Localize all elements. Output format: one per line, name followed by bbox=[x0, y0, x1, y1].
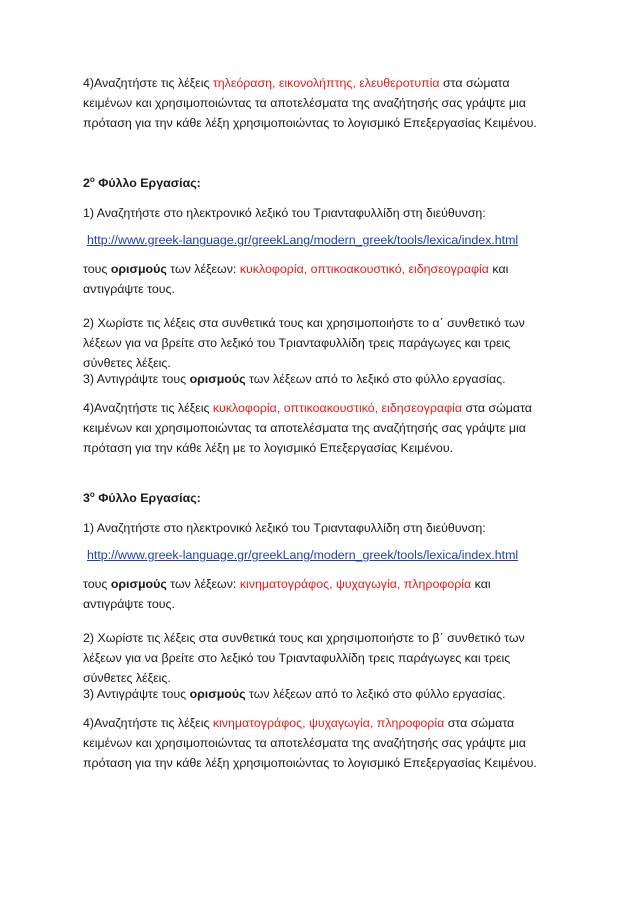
s2-p3-bold: ορισμούς bbox=[189, 372, 246, 386]
s2-p4-suffix: στα σώματα κειμένων και χρησιμοποιώντας τα αποτελέσματα της αναζήτησής σας γράψτε μια πρόταση για την κάθε λέξη με το λογισμικό Επεξεργασίας Κειμένου. bbox=[83, 401, 532, 455]
s3-paragraph-4 bbox=[83, 713, 553, 773]
s2-heading-text: Φύλλο Εργασίας: bbox=[94, 176, 201, 190]
s3-paragraph-3 bbox=[83, 684, 553, 704]
s3-lexicon-link[interactable]: http://www.greek-language.gr/greekLang/modern_greek/tools/lexica/index.html bbox=[87, 548, 519, 562]
s2-defs-suffix: και αντιγράψτε τους. bbox=[83, 262, 509, 296]
s2-lexicon-link[interactable]: http://www.greek-language.gr/greekLang/modern_greek/tools/lexica/index.html bbox=[87, 233, 519, 247]
s1-p4-suffix: στα σώματα κειμένων και χρησιμοποιώντας τα αποτελέσματα της αναζήτησής σας γράψτε μια πρόταση για την κάθε λέξη χρησιμοποιώντας το λογισμικό Επεξεργασίας Κειμένου. bbox=[83, 76, 537, 130]
s3-defs-prefix: τους bbox=[83, 577, 111, 591]
s3-definitions-paragraph bbox=[83, 574, 553, 614]
s2-p3-suffix: των λέξεων από το λεξικό στο φύλλο εργασίας. bbox=[245, 372, 506, 386]
s2-p4-highlighted-words: κυκλοφορία, οπτικοακουστικό, ειδησεογραφία bbox=[212, 401, 463, 415]
s3-p4-highlighted-words: κινηματογράφος, ψυχαγωγία, πληροφορία bbox=[212, 716, 445, 730]
s2-p4-prefix: 4)Αναζητήστε τις λέξεις bbox=[83, 401, 213, 415]
s1-paragraph-4 bbox=[83, 73, 553, 133]
s3-paragraph-2: 2) Χωρίστε τις λέξεις στα συνθετικά τους και χρησιμοποιήστε το β΄ συνθετικό των λέξεων για να βρείτε στο λεξικό του Τριανταφυλλίδη τρεις παράγωγες και τρεις σύνθετες λέξεις. bbox=[83, 631, 525, 685]
s3-heading-num: 3 bbox=[83, 491, 90, 505]
s3-p4-suffix: στα σώματα κειμένων και χρησιμοποιώντας τα αποτελέσματα της αναζήτησής σας γράψτε μια πρόταση για την κάθε λέξη χρησιμοποιώντας το λογισμικό Επεξεργασίας Κειμένου. bbox=[83, 716, 537, 770]
s2-defs-prefix: τους bbox=[83, 262, 111, 276]
s3-link-line bbox=[87, 545, 557, 565]
s1-p4-highlighted-words: τηλεόραση, εικονολήπτης, ελευθεροτυπία bbox=[212, 76, 440, 90]
s3-p3-suffix: των λέξεων από το λεξικό στο φύλλο εργασίας. bbox=[245, 687, 506, 701]
s3-defs-highlighted-words: κινηματογράφος, ψυχαγωγία, πληροφορία bbox=[239, 577, 472, 591]
s3-defs-mid: των λέξεων: bbox=[166, 577, 240, 591]
s2-defs-highlighted-words: κυκλοφορία, οπτικοακουστικό, ειδησεογραφία bbox=[239, 262, 489, 276]
s2-definitions-paragraph bbox=[83, 259, 553, 299]
s3-p4-prefix: 4)Αναζητήστε τις λέξεις bbox=[83, 716, 213, 730]
s2-heading-sup: ο bbox=[89, 175, 95, 184]
s3-defs-bold: ορισμούς bbox=[110, 577, 167, 591]
s2-paragraph-4 bbox=[83, 398, 553, 458]
s2-heading-num: 2 bbox=[83, 176, 90, 190]
s1-p4-prefix: 4)Αναζητήστε τις λέξεις bbox=[83, 76, 213, 90]
s3-heading bbox=[83, 488, 553, 508]
s2-paragraph-2: 2) Χωρίστε τις λέξεις στα συνθετικά τους και χρησιμοποιήστε το α΄ συνθετικό των λέξεων για να βρείτε στο λεξικό του Τριανταφυλλίδη τρεις παράγωγες και τρεις σύνθετες λέξεις. bbox=[83, 316, 525, 370]
s2-p3-prefix: 3) Αντιγράψτε τους bbox=[83, 372, 190, 386]
s2-defs-mid: των λέξεων: bbox=[166, 262, 240, 276]
s3-defs-suffix: και αντιγράψτε τους. bbox=[83, 577, 491, 611]
s2-paragraph-3 bbox=[83, 369, 553, 389]
s3-heading-text: Φύλλο Εργασίας: bbox=[94, 491, 201, 505]
s2-link-line bbox=[87, 230, 557, 250]
s3-p3-bold: ορισμούς bbox=[189, 687, 246, 701]
s3-paragraph-1: 1) Αναζητήστε στο ηλεκτρονικό λεξικό του Τριανταφυλλίδη στη διεύθυνση: bbox=[83, 521, 486, 535]
s2-paragraph-1: 1) Αναζητήστε στο ηλεκτρονικό λεξικό του Τριανταφυλλίδη στη διεύθυνση: bbox=[83, 206, 486, 220]
s3-p3-prefix: 3) Αντιγράψτε τους bbox=[83, 687, 190, 701]
s3-heading-sup: ο bbox=[89, 490, 95, 499]
s2-defs-bold: ορισμούς bbox=[110, 262, 167, 276]
s2-heading bbox=[83, 173, 553, 193]
